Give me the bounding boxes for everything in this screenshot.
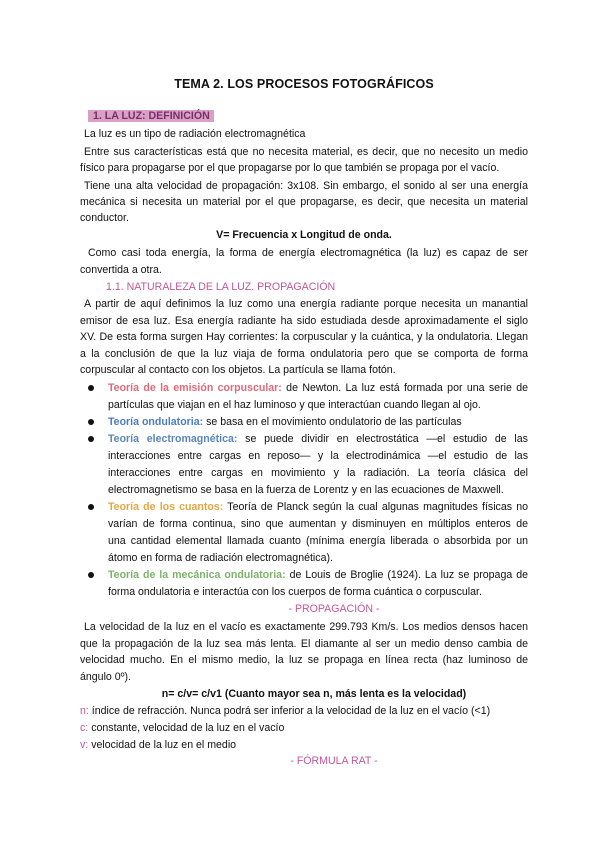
paragraph-line: Entre sus características está que no necesita material, es decir, que no necesito un medio [84,146,528,158]
paragraph-line: a la conclusión de que la luz viaja de forma ondulatoria pero que se comporta de forma [80,348,528,360]
bullet-text: se puede dividir en electrostática —el estudio de las [237,433,528,445]
paragraph-line: físico para propagarse por el que propagarse por lo que también se propaga por el vacío. [80,162,500,174]
bullet-item-ondulatoria [108,414,556,430]
heading-propagacion: - PROPAGACIÓN - [288,603,380,615]
bullet-item-mecanica-ondulatoria [108,567,528,583]
bullet-icon [88,436,94,442]
definition-key: v: [80,739,89,751]
paragraph-line: XV. De esta forma surgen Hay corrientes: la corpuscular y la cuántica, y la ondulatoria. Llegan [80,331,528,343]
bullet-term: Teoría de la mecánica ondulatoria: [108,569,286,581]
paragraph-line: Como casi toda energía, la forma de energía electromagnética (la luz) es capaz de ser [88,247,528,259]
bullet-line: varían de forma continua, sino que aumentan y disminuyen en múltiplos enteros de [108,518,528,530]
definition-key: n: [80,705,89,717]
definition-text: constante, velocidad de la luz en el vacío [88,722,285,734]
subsection-heading-naturaleza: 1.1. NATURALEZA DE LA LUZ. PROPAGACIÓN [106,281,336,293]
bullet-term: Teoría de la emisión corpuscular: [108,382,282,394]
bullet-icon [88,504,94,510]
bullet-line: interacciones entre cargas en movimiento y la radiación. La teoría clásica del [108,467,528,479]
formula-refraccion: n= c/v= c/v1 (Cuanto mayor sea n, más lenta es la velocidad) [161,688,467,700]
paragraph-line: La velocidad de la luz en el vacío es exactamente 299.793 Km/s. Los medios densos hacen [84,621,528,633]
paragraph-line: que la propagación de la luz sea más lenta. El diamante al ser un medio denso cambia de [80,638,528,650]
bullet-icon [88,419,94,425]
paragraph-line: convertida a otra. [80,264,162,276]
page-title: TEMA 2. LOS PROCESOS FOTOGRÁFICOS [174,77,434,91]
bullet-line: átomo en forma de radiación electromagnética). [108,552,333,564]
definition-text: velocidad de la luz en el medio [88,739,237,751]
heading-formula-rat: - FÓRMULA RAT - [290,755,378,767]
definition-text: índice de refracción. Nunca podrá ser inferior a la velocidad de la luz en el vacío (<1) [88,705,491,717]
paragraph-line: emisor de esa luz. Esa energía radiante ha sido estudiada desde aproximadamente el siglo [80,315,528,327]
bullet-term: Teoría de los cuantos: [108,501,224,513]
section-heading-highlight: 1. LA LUZ: DEFINICIÓN [88,110,214,122]
bullet-term: Teoría electromagnética: [108,433,238,445]
definition-c [80,720,528,736]
definition-n [80,703,528,719]
bullet-line: forma ondulatoria e interactúa con los cuerpos de forma cuántica o corpuscular. [108,586,482,598]
bullet-term: Teoría ondulatoria: [108,416,204,428]
bullet-line: interacciones entre cargas en reposo— y la electrodinámica —el estudio de las [108,450,528,462]
bullet-line: una cantidad elemental llamada cuanto (mínima energía liberada o absorbida por un [108,535,528,547]
bullet-text: de Newton. La luz está formada por una serie de [281,382,528,394]
definition-v [80,737,528,753]
bullet-item-emision [108,380,528,396]
paragraph-line: Tiene una alta velocidad de propagación: 3x108. Sin embargo, el sonido al ser una energía [84,180,528,192]
paragraph-line: mecánica si necesita un material por el que propagarse, es decir, que necesita un material [80,196,528,208]
bullet-icon [88,572,94,578]
paragraph-line: ángulo 0º). [80,671,131,683]
bullet-icon [88,385,94,391]
bullet-text: Teoría de Planck según la cual algunas magnitudes físicas no [223,501,528,513]
bullet-item-electromagnetica [108,431,528,447]
bullet-item-cuantos [108,499,528,515]
paragraph-line: A partir de aquí definimos la luz como una energía radiante porque necesita un manantial [84,298,528,310]
formula-velocidad: V= Frecuencia x Longitud de onda. [216,229,392,241]
bullet-text: de Louis de Broglie (1924). La luz se propaga de [285,569,528,581]
paragraph-line: La luz es un tipo de radiación electromagnética [84,128,306,140]
definition-key: c: [80,722,89,734]
section-heading-definicion [88,108,536,124]
paragraph-line: corpuscular al contacto con los objetos. La partícula se llama fotón. [80,364,396,376]
bullet-line: partículas que viajan en el haz luminoso y que interactúan cuando llegan al ojo. [108,399,481,411]
bullet-line: electromagnetismo se basa en la fuerza de Lorentz y en las ecuaciones de Maxwell. [108,484,504,496]
paragraph-line: velocidad mucho. En el mismo medio, la luz se propaga en línea recta (haz luminoso de [80,654,528,666]
bullet-text: se basa en el movimiento ondulatorio de las partículas [203,416,462,428]
paragraph-line: conductor. [80,212,129,224]
